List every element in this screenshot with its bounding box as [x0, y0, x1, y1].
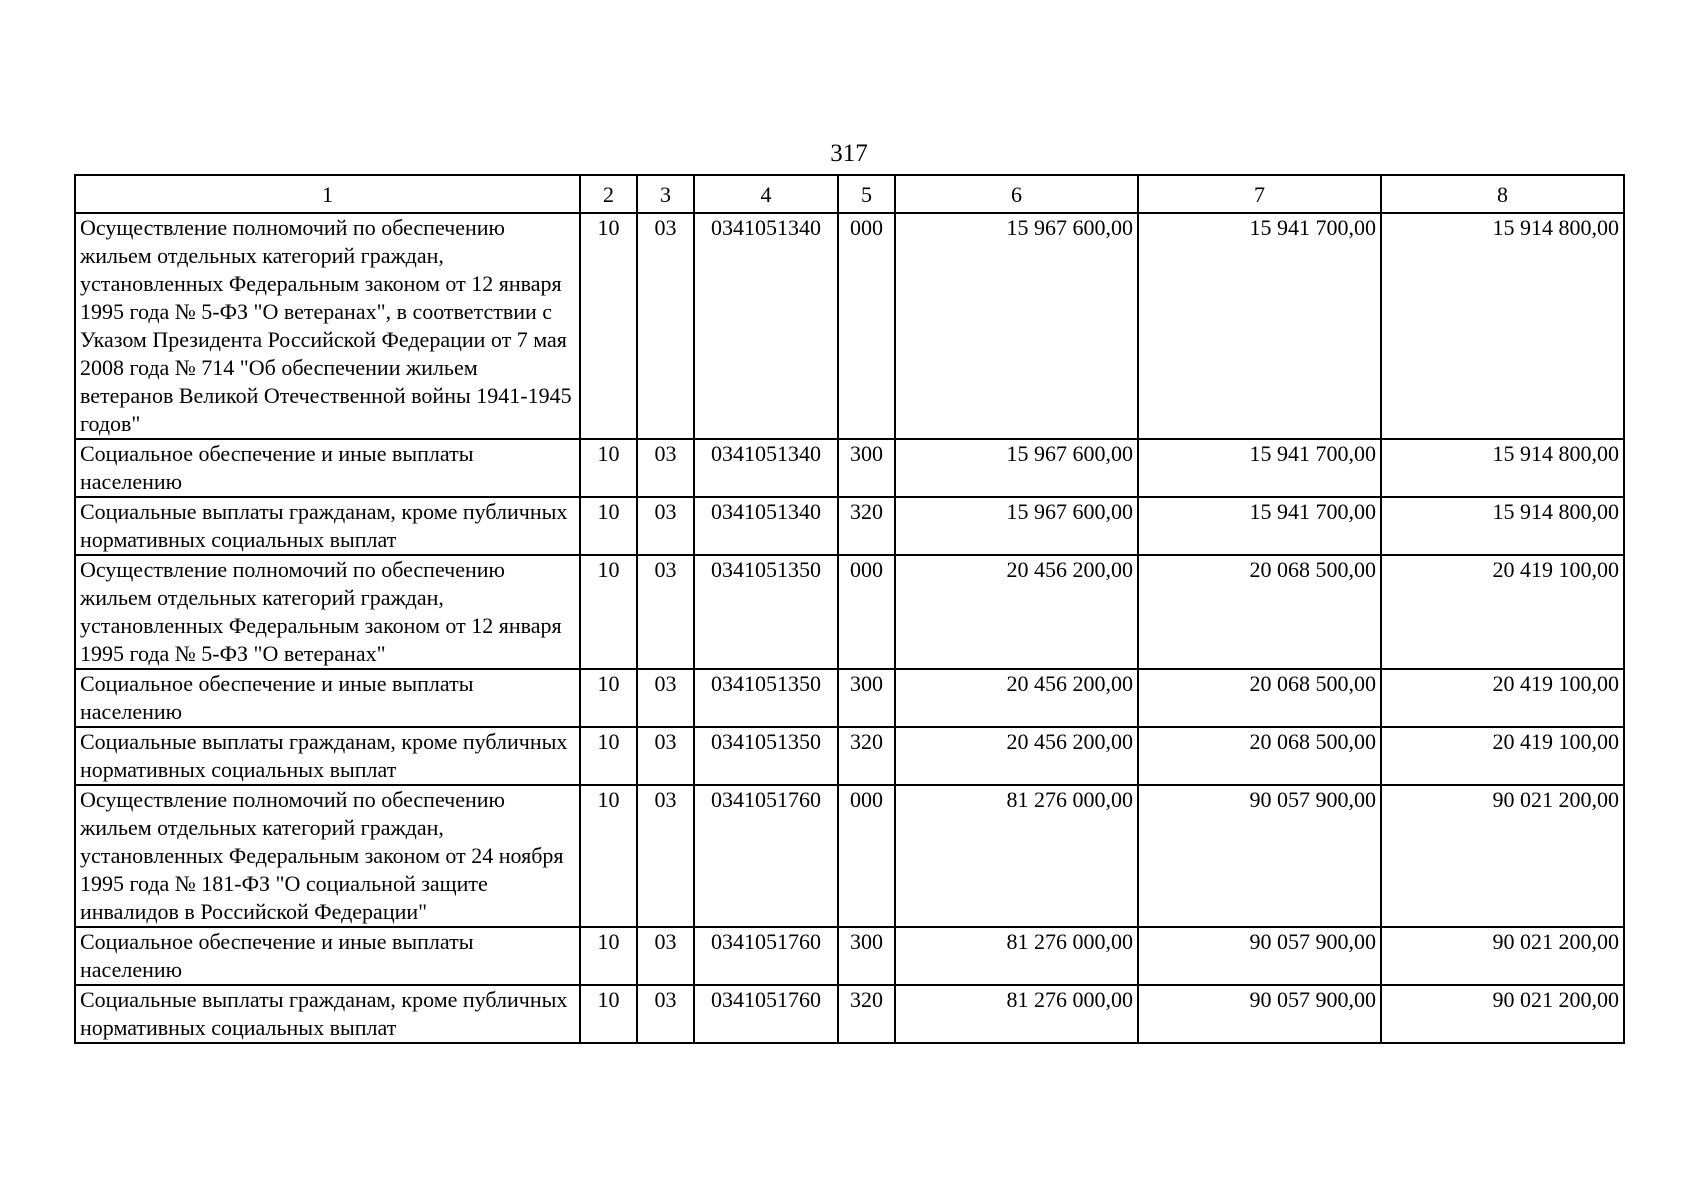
section-code: 10	[580, 439, 637, 497]
target-article-code: 0341051760	[694, 785, 838, 927]
amount-col-8: 20 419 100,00	[1381, 669, 1624, 727]
item-name: Социальные выплаты гражданам, кроме публичных нормативных социальных выплат	[75, 497, 580, 555]
section-code: 10	[580, 497, 637, 555]
amount-col-7: 90 057 900,00	[1138, 985, 1381, 1043]
item-name: Социальное обеспечение и иные выплаты населению	[75, 669, 580, 727]
target-article-code: 0341051760	[694, 927, 838, 985]
expense-type-code: 300	[838, 439, 895, 497]
amount-col-7: 20 068 500,00	[1138, 555, 1381, 669]
subsection-code: 03	[637, 555, 694, 669]
column-header-6: 6	[895, 175, 1138, 213]
expense-type-code: 000	[838, 555, 895, 669]
amount-col-6: 15 967 600,00	[895, 213, 1138, 439]
amount-col-7: 15 941 700,00	[1138, 213, 1381, 439]
amount-col-7: 20 068 500,00	[1138, 669, 1381, 727]
expense-type-code: 000	[838, 785, 895, 927]
amount-col-6: 15 967 600,00	[895, 497, 1138, 555]
table-row	[75, 785, 1624, 927]
target-article-code: 0341051350	[694, 727, 838, 785]
amount-col-6: 20 456 200,00	[895, 727, 1138, 785]
amount-col-6: 20 456 200,00	[895, 555, 1138, 669]
column-header-4: 4	[694, 175, 838, 213]
target-article-code: 0341051340	[694, 213, 838, 439]
amount-col-7: 90 057 900,00	[1138, 785, 1381, 927]
section-code: 10	[580, 213, 637, 439]
table-row	[75, 727, 1624, 785]
subsection-code: 03	[637, 497, 694, 555]
column-header-5: 5	[838, 175, 895, 213]
section-code: 10	[580, 985, 637, 1043]
amount-col-8: 15 914 800,00	[1381, 497, 1624, 555]
subsection-code: 03	[637, 785, 694, 927]
amount-col-6: 15 967 600,00	[895, 439, 1138, 497]
expense-type-code: 320	[838, 497, 895, 555]
section-code: 10	[580, 727, 637, 785]
subsection-code: 03	[637, 927, 694, 985]
expense-type-code: 300	[838, 927, 895, 985]
amount-col-8: 90 021 200,00	[1381, 785, 1624, 927]
amount-col-6: 81 276 000,00	[895, 927, 1138, 985]
table-row	[75, 439, 1624, 497]
expense-type-code: 300	[838, 669, 895, 727]
subsection-code: 03	[637, 727, 694, 785]
table-row	[75, 213, 1624, 439]
column-header-1: 1	[75, 175, 580, 213]
target-article-code: 0341051340	[694, 439, 838, 497]
table-row	[75, 497, 1624, 555]
subsection-code: 03	[637, 439, 694, 497]
section-code: 10	[580, 555, 637, 669]
amount-col-8: 90 021 200,00	[1381, 985, 1624, 1043]
expense-type-code: 320	[838, 727, 895, 785]
amount-col-6: 20 456 200,00	[895, 669, 1138, 727]
target-article-code: 0341051760	[694, 985, 838, 1043]
target-article-code: 0341051350	[694, 669, 838, 727]
column-header-8: 8	[1381, 175, 1624, 213]
item-name: Социальное обеспечение и иные выплаты населению	[75, 439, 580, 497]
target-article-code: 0341051350	[694, 555, 838, 669]
target-article-code: 0341051340	[694, 497, 838, 555]
expense-type-code: 320	[838, 985, 895, 1043]
amount-col-8: 20 419 100,00	[1381, 555, 1624, 669]
section-code: 10	[580, 927, 637, 985]
table-row	[75, 985, 1624, 1043]
item-name: Социальное обеспечение и иные выплаты населению	[75, 927, 580, 985]
expense-type-code: 000	[838, 213, 895, 439]
item-name: Социальные выплаты гражданам, кроме публичных нормативных социальных выплат	[75, 727, 580, 785]
item-name: Осуществление полномочий по обеспечению жильем отдельных категорий граждан, установленных Федеральным законом от 12 января 1995 года № 5-ФЗ "О ветеранах", в соответствии с Указом Президента Российской Федерации от 7 мая 2008 года № 714 "Об обеспечении жильем ветеранов Великой Отечественной войны 1941-1945 годов"	[75, 213, 580, 439]
column-header-2: 2	[580, 175, 637, 213]
column-header-3: 3	[637, 175, 694, 213]
amount-col-8: 90 021 200,00	[1381, 927, 1624, 985]
amount-col-7: 15 941 700,00	[1138, 439, 1381, 497]
item-name: Социальные выплаты гражданам, кроме публичных нормативных социальных выплат	[75, 985, 580, 1043]
amount-col-6: 81 276 000,00	[895, 785, 1138, 927]
amount-col-7: 20 068 500,00	[1138, 727, 1381, 785]
amount-col-8: 20 419 100,00	[1381, 727, 1624, 785]
amount-col-8: 15 914 800,00	[1381, 439, 1624, 497]
subsection-code: 03	[637, 213, 694, 439]
item-name: Осуществление полномочий по обеспечению жильем отдельных категорий граждан, установленных Федеральным законом от 24 ноября 1995 года № 181-ФЗ "О социальной защите инвалидов в Российской Федерации"	[75, 785, 580, 927]
table-row	[75, 669, 1624, 727]
amount-col-8: 15 914 800,00	[1381, 213, 1624, 439]
page-number: 317	[830, 140, 868, 167]
amount-col-7: 90 057 900,00	[1138, 927, 1381, 985]
section-code: 10	[580, 785, 637, 927]
table-row	[75, 927, 1624, 985]
section-code: 10	[580, 669, 637, 727]
amount-col-7: 15 941 700,00	[1138, 497, 1381, 555]
item-name: Осуществление полномочий по обеспечению жильем отдельных категорий граждан, установленных Федеральным законом от 12 января 1995 года № 5-ФЗ "О ветеранах"	[75, 555, 580, 669]
amount-col-6: 81 276 000,00	[895, 985, 1138, 1043]
column-header-7: 7	[1138, 175, 1381, 213]
budget-table	[74, 174, 1625, 1044]
subsection-code: 03	[637, 985, 694, 1043]
table-row	[75, 555, 1624, 669]
table-header-row	[75, 175, 1624, 213]
subsection-code: 03	[637, 669, 694, 727]
